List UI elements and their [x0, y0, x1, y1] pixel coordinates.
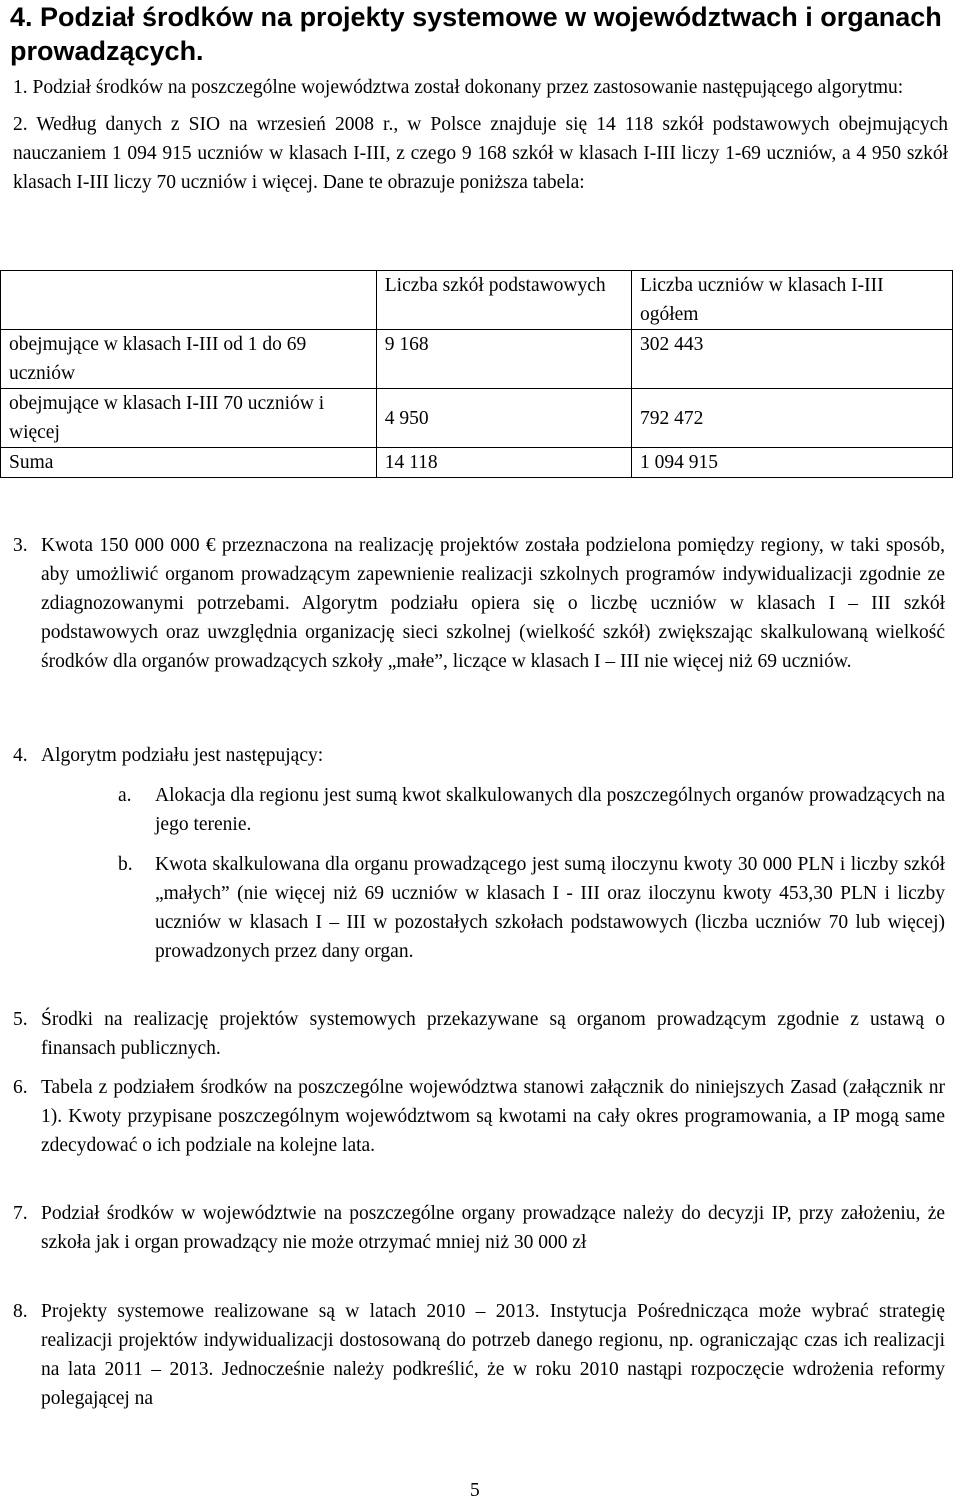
table-cell: 1 094 915 [631, 448, 952, 478]
list-item-7: Podział środków w województwie na poszczególne organy prowadzące należy do decyzji IP, przy założeniu, że szkoła jak i organ prowadzący nie może otrzymać mniej niż 30 000 zł [41, 1203, 945, 1253]
table-cell: 302 443 [631, 330, 952, 389]
table-header-cell: Liczba szkół podstawowych [376, 271, 631, 330]
list-number: 5. [13, 1009, 28, 1030]
table-cell: obejmujące w klasach I-III 70 uczniów i więcej [1, 389, 377, 448]
table-cell: obejmujące w klasach I-III od 1 do 69 uczniów [1, 330, 377, 389]
list-letter: a. [118, 785, 132, 806]
list-item-4: Algorytm podziału jest następujący: [41, 745, 324, 766]
list-item-6: Tabela z podziałem środków na poszczególne województwa stanowi załącznik do niniejszych Zasad (załącznik nr 1). Kwoty przypisane poszczególnym województwom są kwotami na cały okres programowania, a IP mogą same zdecydować o ich podziale na kolejne lata. [41, 1077, 945, 1156]
section-heading: 4. Podział środków na projekty systemowe w województwach i organach prowadzących. [10, 2, 942, 66]
list-number: 8. [13, 1301, 28, 1322]
sub-item-a: Alokacja dla regionu jest sumą kwot skalkulowanych dla poszczególnych organów prowadzących na jego terenie. [155, 785, 945, 835]
list-item-2: 2. Według danych z SIO na wrzesień 2008 r., w Polsce znajduje się 14 118 szkół podstawowych obejmujących nauczaniem 1 094 915 uczniów w klasach I-III, z czego 9 168 szkół w klasach I-III liczy 1-69 uczniów, a 4 950 szkół klasach I-III liczy 70 uczniów i więcej. Dane te obrazuje poniższa tabela: [13, 114, 948, 193]
table-row [1, 448, 953, 478]
table-cell: 792 472 [631, 389, 952, 448]
list-number: 3. [13, 535, 28, 556]
table-cell: Suma [1, 448, 377, 478]
list-item-1: 1. Podział środków na poszczególne województwa został dokonany przez zastosowanie następującego algorytmu: [13, 77, 904, 98]
table-header-row [1, 271, 953, 330]
page-number: 5 [470, 1480, 480, 1501]
table-cell: 14 118 [376, 448, 631, 478]
sub-item-b: Kwota skalkulowana dla organu prowadzącego jest sumą iloczynu kwoty 30 000 PLN i liczby szkół „małych” (nie więcej niż 69 uczniów w klasach I - III oraz iloczynu kwoty 453,30 PLN i liczby uczniów w klasach I – III w pozostałych szkołach podstawowych (liczba uczniów 70 lub więcej) prowadzonych przez dany organ. [155, 854, 945, 962]
schools-table [0, 270, 953, 478]
list-item-5: Środki na realizację projektów systemowych przekazywane są organom prowadzącym zgodnie z ustawą o finansach publicznych. [41, 1009, 945, 1059]
table-row [1, 330, 953, 389]
table-header-cell: Liczba uczniów w klasach I-III ogółem [631, 271, 952, 330]
list-letter: b. [118, 854, 133, 875]
table-cell: 9 168 [376, 330, 631, 389]
intro-list [13, 73, 948, 197]
list-number: 6. [13, 1077, 28, 1098]
list-item-8: Projekty systemowe realizowane są w latach 2010 – 2013. Instytucja Pośrednicząca może wybrać strategię realizacji projektów indywidualizacji dostosowaną do potrzeb danego regionu, np. ograniczając czas ich realizacji na lata 2011 – 2013. Jednocześnie należy podkreślić, że w roku 2010 nastąpi rozpoczęcie wdrożenia reformy polegającej na [41, 1301, 945, 1409]
list-item-3: Kwota 150 000 000 € przeznaczona na realizację projektów została podzielona pomiędzy regiony, w taki sposób, aby umożliwić organom prowadzącym zapewnienie realizacji szkolnych programów indywidualizacji zgodnie ze zdiagnozowanymi potrzebami. Algorytm podziału opiera się o liczbę uczniów w klasach I – III szkół podstawowych oraz uwzględnia organizację sieci szkolnej (wielkość szkół) zwiększając skalkulowaną wielkość środków dla organów prowadzących szkoły „małe”, liczące w klasach I – III nie więcej niż 69 uczniów. [41, 535, 945, 672]
table-cell: 4 950 [376, 389, 631, 448]
list-number: 7. [13, 1203, 28, 1224]
table-header-cell [1, 271, 377, 330]
list-number: 4. [13, 745, 28, 766]
table-row [1, 389, 953, 448]
